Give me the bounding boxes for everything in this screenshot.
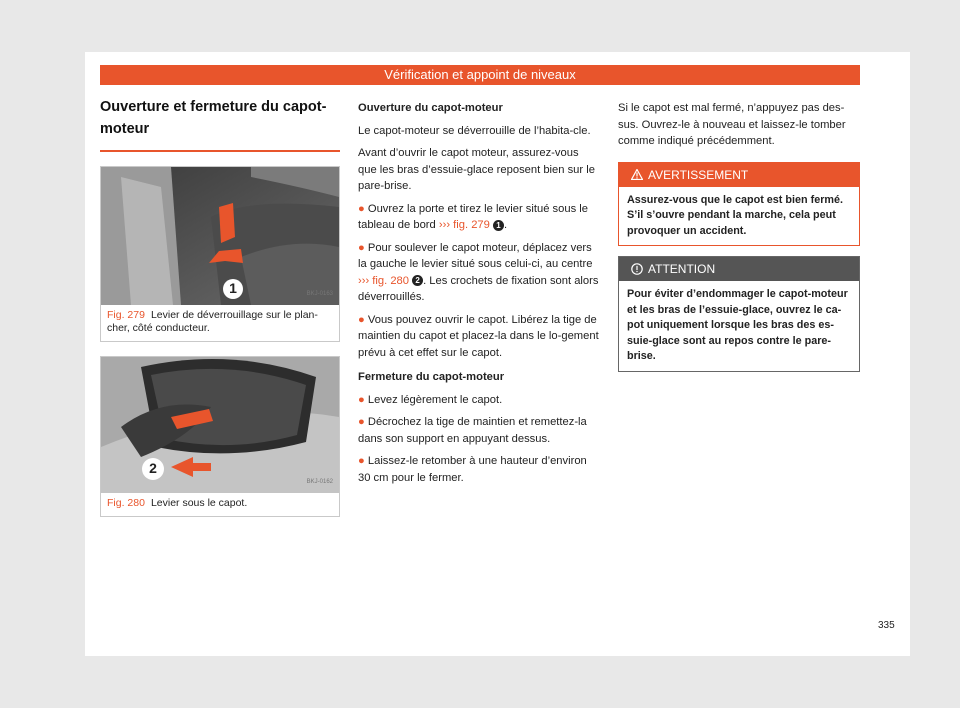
paragraph: Avant d’ouvrir le capot moteur, assurez-vous que les bras d’essuie-glace reposent bien sur le pare-brise. bbox=[358, 147, 595, 192]
bullet-icon: ● bbox=[358, 202, 365, 215]
attention-header bbox=[619, 257, 859, 281]
step-item bbox=[358, 312, 600, 362]
callout-badge: 2 bbox=[412, 275, 423, 286]
chapter-header: Vérification et appoint de niveaux bbox=[100, 65, 860, 85]
warning-header bbox=[619, 163, 859, 187]
step-item bbox=[358, 453, 600, 486]
bullet-icon: ● bbox=[358, 313, 365, 326]
step-text: Ouvrez la porte et tirez le levier situé sous le tableau de bord bbox=[358, 202, 588, 231]
warning-box bbox=[618, 162, 860, 247]
figure-number: Fig. 280 bbox=[107, 497, 145, 509]
figure-code: BKJ-0163 bbox=[306, 290, 333, 297]
figure-279 bbox=[100, 166, 340, 342]
bullet-icon: ● bbox=[358, 393, 365, 406]
caption-text: Levier sous le capot. bbox=[150, 497, 248, 509]
subheading-open: Ouverture du capot-moteur bbox=[358, 102, 503, 114]
callout-1: 1 bbox=[229, 280, 237, 296]
bullet-icon: ● bbox=[358, 241, 365, 254]
subheading-close: Fermeture du capot-moteur bbox=[358, 371, 505, 383]
warning-title: AVERTISSEMENT bbox=[648, 167, 749, 182]
attention-box bbox=[618, 256, 860, 372]
step-item bbox=[358, 414, 600, 447]
caption-text: Levier de déverrouillage sur le plan-cher, côté conducteur. bbox=[107, 309, 318, 334]
paragraph: Le capot-moteur se déverrouille de l’habita-cle. bbox=[358, 124, 591, 137]
figure-280-caption bbox=[101, 493, 339, 516]
figure-280-photo bbox=[101, 357, 339, 493]
figure-number: Fig. 279 bbox=[107, 309, 145, 321]
step-text: Pour soulever le capot moteur, déplacez vers la gauche le levier situé sous celui-ci, au centre bbox=[358, 241, 593, 270]
figure-code: BKJ-0162 bbox=[306, 478, 333, 485]
figure-279-photo bbox=[101, 167, 339, 305]
bullet-icon: ● bbox=[358, 455, 365, 467]
callout-2: 2 bbox=[149, 460, 157, 476]
figure-reference-link[interactable]: ››› fig. 280 bbox=[358, 274, 409, 287]
figure-280 bbox=[100, 356, 340, 517]
step-text: Décrochez la tige de maintien et remettez-la dans son support en appuyant dessus. bbox=[358, 416, 587, 445]
right-column bbox=[618, 100, 860, 372]
page-number: 335 bbox=[878, 620, 895, 631]
bullet-icon: ● bbox=[358, 416, 365, 428]
section-title: Ouverture et fermeture du capot-moteur bbox=[100, 96, 340, 152]
step-text: Vous pouvez ouvrir le capot. Libérez la tige de maintien du capot et placez-la dans le lo-gement prévu à cet effet sur le capot. bbox=[358, 313, 599, 359]
step-item bbox=[358, 240, 600, 306]
step-item: ● Ouvrez la porte et tirez le levier situé sous le tableau de bord ››› fig. 279 1 . bbox=[358, 202, 588, 231]
step-text: . Les crochets de fixation sont alors déverrouillés. bbox=[358, 274, 599, 303]
step-text: Laissez-le retomber à une hauteur d’environ 30 cm pour le fermer. bbox=[358, 455, 587, 484]
attention-text: Pour éviter d’endommager le capot-moteur et les bras de l’essuie-glace, ouvrez le ca-pot uniquement lorsque les bras des es-suie-glace sont au repos contre le pare-brise. bbox=[627, 288, 848, 362]
left-column bbox=[100, 96, 340, 517]
attention-title: ATTENTION bbox=[648, 262, 716, 276]
figure-reference-link[interactable]: ››› fig. 279 bbox=[438, 219, 490, 231]
middle-column bbox=[358, 100, 600, 492]
step-item bbox=[358, 392, 600, 409]
warning-text: Assurez-vous que le capot est bien fermé. S’il s’ouvre pendant la marche, cela peut provoquer un accident. bbox=[627, 193, 844, 237]
info-circle-icon bbox=[631, 263, 643, 275]
callout-badge: 1 bbox=[493, 220, 504, 231]
figure-279-caption bbox=[101, 305, 339, 341]
paragraph: Si le capot est mal fermé, n’appuyez pas des-sus. Ouvrez-le à nouveau et laissez-le tomber comme indiqué précédemment. bbox=[618, 102, 846, 147]
step-text: Levez légèrement le capot. bbox=[367, 393, 503, 406]
warning-triangle-icon bbox=[631, 169, 643, 180]
